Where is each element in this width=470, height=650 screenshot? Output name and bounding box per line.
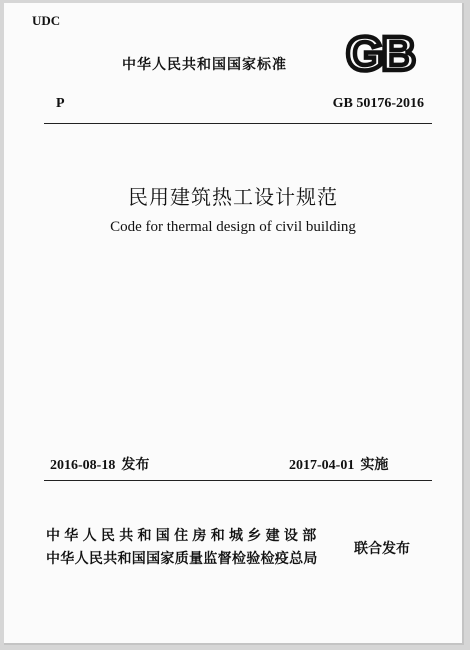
- implementation-date-block: [289, 454, 388, 474]
- document-page: [4, 3, 464, 645]
- issuer-ministry-housing: 中华人民共和国住房和城乡建设部: [46, 528, 321, 544]
- issue-date: 2016-08-18: [50, 458, 116, 473]
- bottom-divider: [44, 480, 432, 481]
- issue-label: 发布: [121, 457, 150, 473]
- gb-logo: [340, 29, 420, 75]
- gb-logo-text: GB: [346, 29, 414, 75]
- standard-number: GB 50176-2016: [332, 96, 424, 111]
- joint-issue-label: 联合发布: [354, 541, 410, 557]
- issue-date-block: [50, 454, 149, 474]
- standard-org-title: 中华人民共和国国家标准: [122, 57, 287, 73]
- top-divider: [44, 123, 432, 124]
- issuer-quality-administration: 中华人民共和国国家质量监督检验检疫总局: [46, 551, 318, 567]
- udc-label: UDC: [32, 13, 61, 28]
- title-english: Code for thermal design of civil building: [110, 219, 356, 235]
- classification-code: P: [56, 96, 65, 111]
- implementation-date: 2017-04-01: [289, 458, 355, 473]
- title-chinese: 民用建筑热工设计规范: [128, 185, 338, 209]
- implementation-label: 实施: [360, 457, 389, 473]
